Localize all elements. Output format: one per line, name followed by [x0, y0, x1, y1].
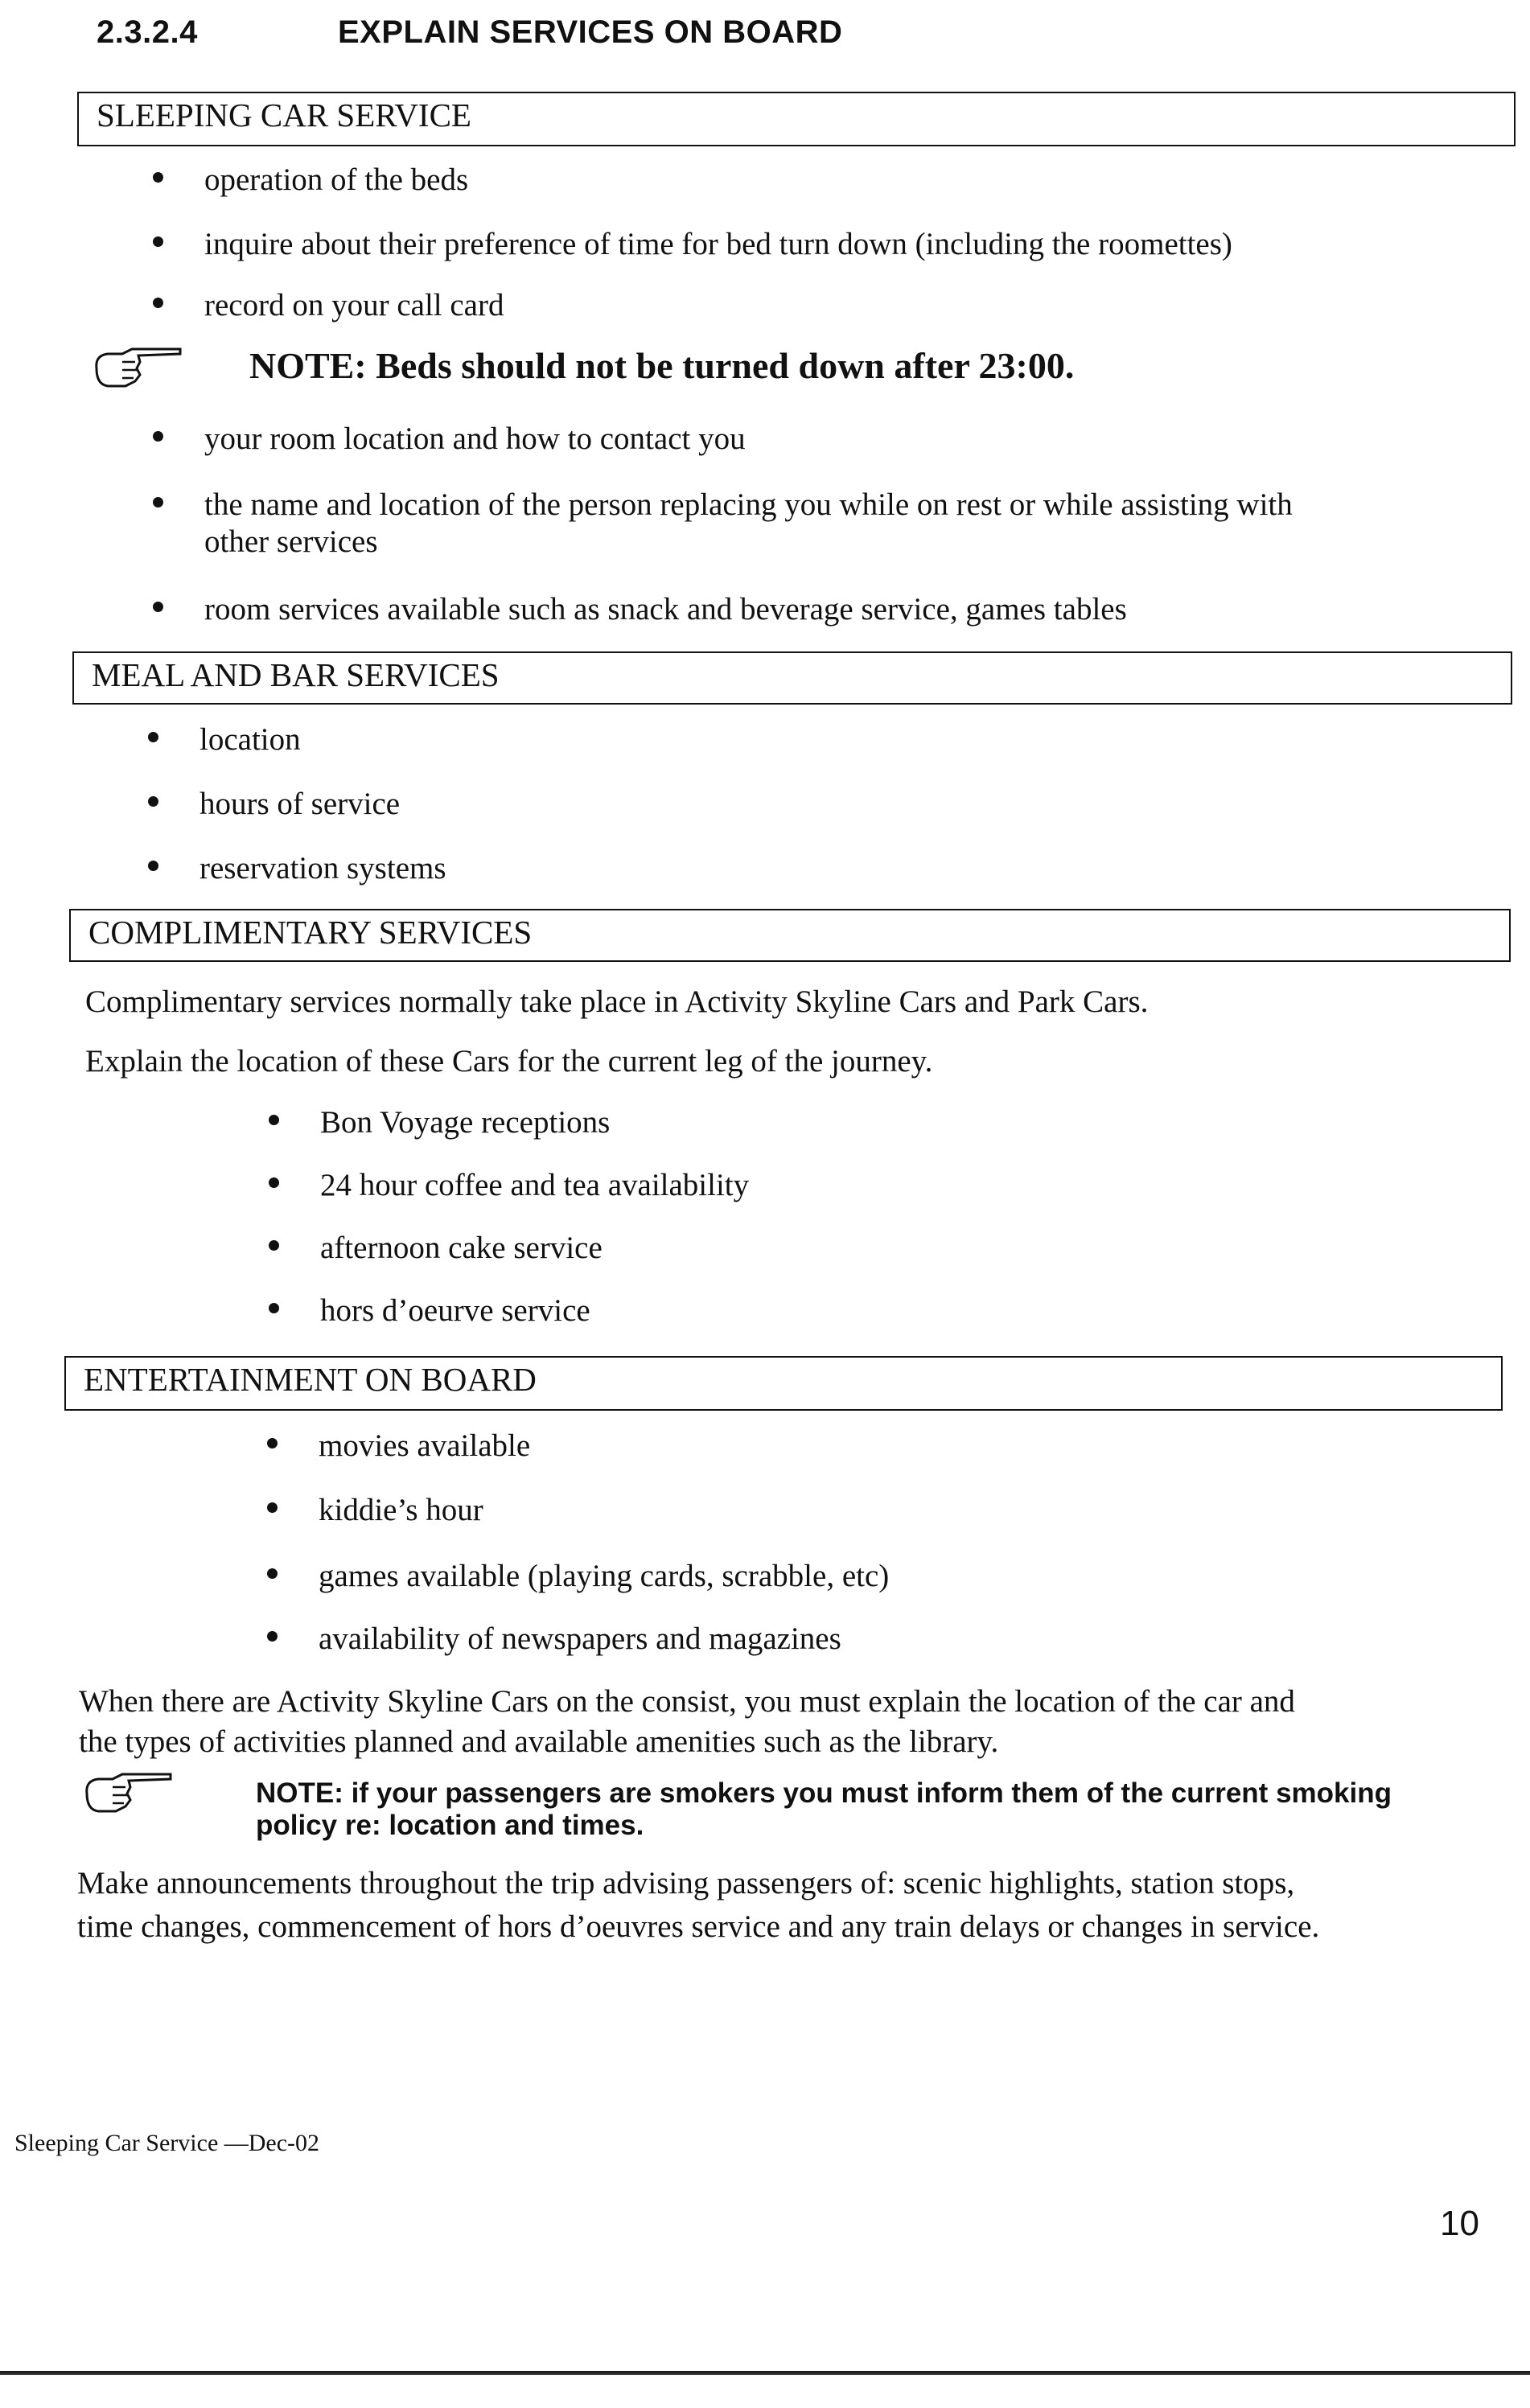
- bullet-icon: [269, 1177, 279, 1188]
- bullet-icon: [153, 172, 163, 183]
- bullet-icon: [267, 1568, 278, 1579]
- sleeping-car-title-text: SLEEPING CAR SERVICE: [97, 97, 471, 134]
- page-number: 10: [1440, 2204, 1479, 2243]
- complimentary-paragraph-2: Explain the location of these Cars for the current leg of the journey.: [85, 1044, 933, 1079]
- smoking-note-line-1: NOTE: if your passengers are smokers you must inform them of the current smoking: [256, 1777, 1392, 1809]
- bottom-rule: [0, 2371, 1530, 2375]
- section-heading: [97, 14, 842, 51]
- entertainment-section-title: [64, 1356, 1503, 1411]
- bullet-icon: [148, 796, 158, 807]
- beds-note: NOTE: Beds should not be turned down after 23:00.: [249, 345, 1075, 386]
- footer-text: Sleeping Car Service —Dec-02: [14, 2130, 320, 2156]
- bullet-icon: [269, 1303, 279, 1313]
- section-number: 2.3.2.4: [97, 14, 198, 50]
- bullet-icon: [269, 1240, 279, 1251]
- complimentary-paragraph-1: Complimentary services normally take place in Activity Skyline Cars and Park Cars.: [85, 984, 1149, 1019]
- document-page: 2.3.2.4 EXPLAIN SERVICES ON BOARD SLEEPING CAR SERVICE operation of the beds inquire about their preference of time for bed turn down (including the roomettes) record on your call card NOTE: Beds should not be turned down after 23:00. your room location and how to contact you the name and location of the person replacing you while on rest or while assisting with other services room services available such as snack and beverage service, games tables MEAL AND BAR SERVICES location hours of service reservation systems COMPLIMENTARY SERVICES Complimentary services normally take place in Activity Skyline Cars and Park Cars. Explain the location of these Cars for the current leg of the journey. Bon Voyage receptions 24 hour coffee and tea availability afternoon cake service hors d’oeurve service ENTERTAINMENT ON BOARD movies available kiddie’s hour games available (playing cards, scrabble, etc) availability of newspapers and magazines When there are Activity Skyline Cars on the consist, you must explain the location of the car and the types of activities planned and available amenities such as the library. NOTE: if your passengers are smokers you must inform them of the current smoking policy re: location and times. Make announcements throughout the trip advising passengers of: scenic highlights, station stops, time changes, commencement of hors d’oeuvres service and any train delays or changes in service. Sleeping Car Service —Dec-02 10: [0, 0, 1530, 2408]
- activity-cars-paragraph-line-1: When there are Activity Skyline Cars on the consist, you must explain the location of the car and: [79, 1684, 1295, 1719]
- pointing-hand-icon: [90, 344, 187, 392]
- bullet-icon: [267, 1438, 278, 1448]
- activity-cars-paragraph-line-2: the types of activities planned and available amenities such as the library.: [79, 1724, 999, 1759]
- bullet-icon: [153, 298, 163, 308]
- bullet-icon: [267, 1502, 278, 1513]
- bullet-icon: [148, 732, 158, 742]
- complimentary-section-title: [69, 909, 1511, 962]
- announcements-paragraph-line-1: Make announcements throughout the trip advising passengers of: scenic highlights, station stops,: [77, 1866, 1295, 1901]
- bullet-icon: [153, 236, 163, 247]
- bullet-icon: [269, 1115, 279, 1125]
- meal-bar-section-title: [72, 651, 1512, 705]
- bullet-icon: [153, 431, 163, 442]
- pointing-hand-icon: [80, 1769, 177, 1818]
- complimentary-title-text: COMPLIMENTARY SERVICES: [88, 914, 533, 951]
- bullet-icon: [153, 602, 163, 612]
- meal-bar-title-text: MEAL AND BAR SERVICES: [92, 656, 500, 693]
- smoking-note-line-2: policy re: location and times.: [256, 1810, 644, 1841]
- announcements-paragraph-line-2: time changes, commencement of hors d’oeuvres service and any train delays or changes in service.: [77, 1909, 1320, 1944]
- entertainment-title-text: ENTERTAINMENT ON BOARD: [84, 1361, 537, 1398]
- sleeping-car-section-title: [77, 92, 1516, 146]
- bullet-icon: [148, 861, 158, 871]
- bullet-icon: [267, 1631, 278, 1642]
- section-title: EXPLAIN SERVICES ON BOARD: [338, 14, 843, 50]
- bullet-icon: [153, 497, 163, 507]
